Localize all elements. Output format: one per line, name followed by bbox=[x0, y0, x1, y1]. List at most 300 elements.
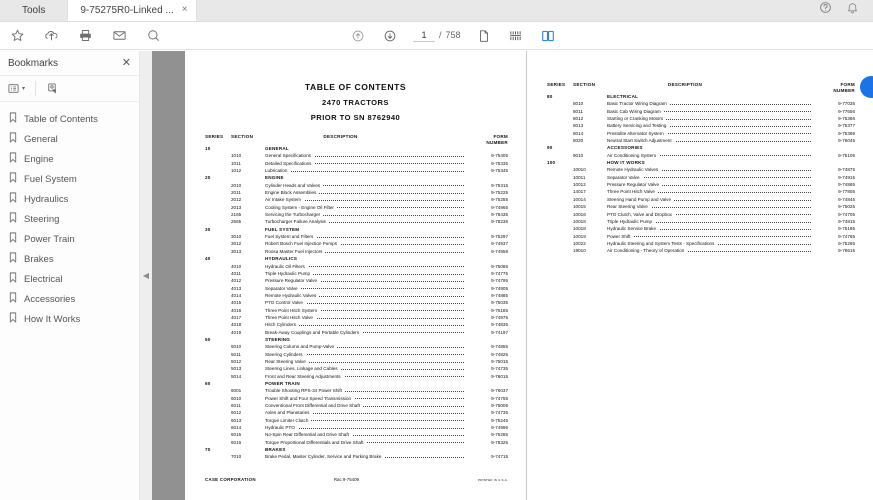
toc-form-number: 9-74825 bbox=[491, 351, 508, 357]
toc-entry-row[interactable] bbox=[205, 359, 508, 366]
toc-entry-row[interactable] bbox=[205, 396, 508, 403]
toc-description bbox=[265, 241, 464, 246]
document-viewer[interactable] bbox=[152, 51, 873, 500]
bookmark-label: Power Train bbox=[24, 233, 75, 245]
bookmark-label: How It Works bbox=[24, 313, 81, 325]
toc-description-text: Separator Valve bbox=[265, 286, 301, 291]
toc-description-text: Pressure Regulator Valve bbox=[607, 182, 662, 187]
toc-section: 4018 bbox=[231, 322, 242, 328]
toc-description bbox=[265, 300, 464, 305]
toc-form-number: 9-77656 bbox=[838, 108, 855, 114]
bookmark-label: Engine bbox=[24, 153, 54, 165]
toc-section: 3013 bbox=[231, 248, 242, 254]
bell-icon[interactable] bbox=[846, 1, 859, 19]
new-bookmark-button[interactable] bbox=[46, 82, 59, 95]
toolbar-page-navigation bbox=[347, 22, 559, 50]
page-number-input[interactable] bbox=[413, 30, 435, 42]
toc-section: 2565 bbox=[231, 219, 242, 225]
toc-entry-row[interactable] bbox=[205, 308, 508, 315]
toc-description-text: Basic Cab Wiring Diagram bbox=[607, 109, 664, 114]
panel-splitter[interactable] bbox=[140, 51, 152, 500]
toc-entry-row[interactable] bbox=[205, 249, 508, 256]
toc-form-number: 9-74705 bbox=[838, 211, 855, 217]
print-button[interactable] bbox=[74, 25, 96, 47]
column-header-section: SECTION bbox=[231, 134, 254, 139]
single-page-view-button[interactable] bbox=[473, 25, 495, 47]
toc-description-text: Three Point Hitch Valve bbox=[607, 189, 658, 194]
toc-entry-row[interactable] bbox=[205, 344, 508, 351]
toc-entry-row[interactable] bbox=[205, 330, 508, 337]
toc-description bbox=[607, 189, 811, 194]
toc-form-number: 9-75399 bbox=[838, 130, 855, 136]
toc-description bbox=[265, 271, 464, 276]
toc-description-text: Remote Hydraulic Valves bbox=[607, 167, 661, 172]
toc-section: 6010 bbox=[231, 395, 242, 401]
toc-section: 10019 bbox=[573, 233, 586, 239]
toc-description-text: Starting or Cranking Motors bbox=[607, 116, 666, 121]
page-separator: / bbox=[439, 30, 442, 40]
toc-description-text: Fuel System and Filters bbox=[265, 234, 316, 239]
tab-tools-label: Tools bbox=[22, 4, 46, 16]
bookmark-label: Electrical bbox=[24, 273, 63, 285]
toc-form-number: 9-74845 bbox=[838, 196, 855, 202]
close-icon[interactable]: ✕ bbox=[121, 56, 131, 69]
toc-description-text: Break-Away Couplings and Portable Cylinders bbox=[265, 330, 362, 335]
toc-description bbox=[265, 293, 464, 298]
toc-description-text: POWER TRAIN bbox=[265, 381, 303, 386]
toc-form-number: 9-74855 bbox=[491, 344, 508, 350]
toc-form-number: 9-77805 bbox=[838, 189, 855, 195]
bookmarks-panel bbox=[0, 51, 140, 500]
tab-document[interactable] bbox=[67, 0, 196, 21]
toc-entry-row[interactable] bbox=[547, 189, 855, 196]
toc-description-text: Basic Tractor Wiring Diagram bbox=[607, 101, 670, 106]
toc-description bbox=[265, 308, 464, 313]
toc-section: 4011 bbox=[231, 270, 241, 276]
toc-series: 80 bbox=[547, 94, 553, 99]
toc-section: 1012 bbox=[231, 168, 242, 174]
toc-entry-row[interactable] bbox=[547, 248, 855, 255]
toc-description-text: General Specifications bbox=[265, 153, 314, 158]
toc-entry-row[interactable] bbox=[205, 183, 508, 190]
toc-group-row bbox=[547, 145, 855, 152]
toc-description bbox=[265, 212, 464, 217]
workspace bbox=[0, 51, 873, 500]
toc-description bbox=[265, 219, 464, 224]
toc-description bbox=[607, 204, 811, 209]
toc-description-text: Air Intake System bbox=[265, 197, 304, 202]
toc-description bbox=[607, 153, 811, 158]
toc-form-number: 9-75035 bbox=[491, 300, 508, 306]
toc-description bbox=[265, 168, 464, 173]
bookmark-item-how-it-works[interactable] bbox=[0, 309, 139, 329]
bookmark-icon bbox=[9, 310, 17, 328]
share-upload-button[interactable] bbox=[40, 25, 62, 47]
tab-document-label: 9-75275R0-Linked ... bbox=[80, 4, 174, 16]
bookmark-item-power-train[interactable] bbox=[0, 229, 139, 249]
toc-section: 6015 bbox=[231, 432, 242, 438]
toc-section: 5012 bbox=[231, 358, 242, 364]
bookmark-icon bbox=[9, 290, 17, 308]
toc-description-text: Rear Steering Valve bbox=[265, 359, 309, 364]
toc-entry-row[interactable] bbox=[547, 212, 855, 219]
column-header-description: DESCRIPTION bbox=[667, 82, 703, 87]
toc-section: 6016 bbox=[231, 439, 242, 445]
toc-section: 10012 bbox=[573, 182, 586, 188]
toc-entry-row[interactable] bbox=[547, 101, 855, 108]
bookmark-item-accessories[interactable] bbox=[0, 289, 139, 309]
bookmark-item-hydraulics[interactable] bbox=[0, 189, 139, 209]
toc-entry-row[interactable] bbox=[547, 109, 855, 116]
toc-description-text: Hydraulic Steering and System Tests - Specifications bbox=[607, 241, 717, 246]
toc-group-row bbox=[205, 227, 508, 234]
bookmark-star-button[interactable] bbox=[6, 25, 28, 47]
toc-series: 40 bbox=[205, 256, 211, 262]
toc-form-number: 9-74996 bbox=[491, 425, 508, 431]
toc-form-number: 9-74715 bbox=[491, 454, 508, 460]
column-header-section: SECTION bbox=[573, 82, 596, 87]
toc-section: 4014 bbox=[231, 292, 242, 298]
bookmark-item-brakes[interactable] bbox=[0, 249, 139, 269]
toc-entry-row[interactable] bbox=[205, 315, 508, 322]
toc-form-number: 9-74755 bbox=[491, 395, 508, 401]
toc-description-text: Hitch Cylinders bbox=[265, 322, 299, 327]
toc-column-headers-left bbox=[185, 134, 526, 146]
toc-entry-row[interactable] bbox=[547, 116, 855, 123]
toc-entry-row[interactable] bbox=[205, 388, 508, 395]
toc-description-text: Power Shift and Four Speed Transmission bbox=[265, 396, 354, 401]
toc-entry-row[interactable] bbox=[547, 182, 855, 189]
toc-form-number: 9-78615 bbox=[838, 248, 855, 254]
toc-form-number: 9-74735 bbox=[491, 366, 508, 372]
toc-entry-row[interactable] bbox=[205, 197, 508, 204]
toc-description-text: Roosa Master Fuel Injectors bbox=[265, 249, 325, 254]
bookmark-item-table-of-contents[interactable] bbox=[0, 109, 139, 129]
toc-form-number: 9-75315 bbox=[491, 182, 508, 188]
toc-entry-row[interactable] bbox=[205, 440, 508, 447]
bookmark-options-button[interactable] bbox=[7, 82, 25, 95]
toc-form-number: 9-74937 bbox=[491, 241, 508, 247]
toc-description-text: STEERING bbox=[265, 337, 293, 342]
toc-series: 70 bbox=[205, 447, 211, 453]
toc-description bbox=[607, 212, 811, 217]
toc-section: 10010 bbox=[573, 167, 586, 173]
toc-section: 2165 bbox=[231, 212, 242, 218]
toc-entry-row[interactable] bbox=[547, 138, 855, 145]
toc-entry-row[interactable] bbox=[205, 425, 508, 432]
bookmarks-toolbar bbox=[0, 76, 139, 102]
toc-form-number: 9-75025 bbox=[838, 204, 855, 210]
toc-entry-row[interactable] bbox=[547, 123, 855, 130]
toc-form-number: 9-77035 bbox=[838, 101, 855, 107]
toc-description-text: Three Point Hitch Valve bbox=[265, 315, 316, 320]
help-circle-icon[interactable] bbox=[819, 1, 832, 19]
toc-description-text: Steering Hand Pump and Valve bbox=[607, 197, 674, 202]
toc-entry-row[interactable] bbox=[205, 278, 508, 285]
toc-entry-row[interactable] bbox=[205, 293, 508, 300]
toc-entry-row[interactable] bbox=[205, 161, 508, 168]
toc-entry-row[interactable] bbox=[205, 322, 508, 329]
toc-description bbox=[607, 160, 811, 165]
toc-entry-row[interactable] bbox=[547, 153, 855, 160]
toc-description bbox=[607, 131, 811, 136]
toc-section: 10011 bbox=[573, 174, 586, 180]
toc-description-text: HOW IT WORKS bbox=[607, 160, 648, 165]
toc-entry-row[interactable] bbox=[205, 153, 508, 160]
toc-entry-row[interactable] bbox=[205, 403, 508, 410]
toc-description bbox=[607, 145, 811, 150]
toc-entry-row[interactable] bbox=[547, 175, 855, 182]
toc-description bbox=[265, 425, 464, 430]
toc-entry-row[interactable] bbox=[205, 300, 508, 307]
toc-description bbox=[265, 175, 464, 180]
toc-form-number: 9-78235 bbox=[491, 219, 508, 225]
toc-entry-row[interactable] bbox=[547, 167, 855, 174]
bookmark-item-general[interactable] bbox=[0, 129, 139, 149]
toc-form-number: 9-74865 bbox=[838, 182, 855, 188]
toc-form-number: 9-76015 bbox=[491, 373, 508, 379]
bookmark-label: Steering bbox=[24, 213, 60, 225]
toc-form-number: 9-74885 bbox=[491, 292, 508, 298]
toc-description bbox=[607, 248, 811, 253]
toc-entry-row[interactable] bbox=[205, 271, 508, 278]
toc-section: 8012 bbox=[573, 116, 584, 122]
bookmark-icon bbox=[9, 170, 17, 188]
toc-entry-row[interactable] bbox=[205, 454, 508, 461]
toc-form-number: 9-76037 bbox=[491, 388, 508, 394]
toc-section: 8020 bbox=[573, 138, 584, 144]
toc-form-number: 9-75195 bbox=[838, 226, 855, 232]
bookmark-icon bbox=[9, 250, 17, 268]
toc-entry-row[interactable] bbox=[205, 219, 508, 226]
toc-entry-row[interactable] bbox=[205, 264, 508, 271]
toc-section: 4013 bbox=[231, 285, 242, 291]
toc-entry-row[interactable] bbox=[205, 241, 508, 248]
toc-section: 4016 bbox=[231, 307, 242, 313]
toc-form-number: 9-75185 bbox=[491, 307, 508, 313]
toc-form-number: 9-74875 bbox=[838, 167, 855, 173]
toc-entry-row[interactable] bbox=[205, 168, 508, 175]
toc-description bbox=[265, 454, 464, 459]
toc-description bbox=[607, 138, 811, 143]
page-indicator bbox=[413, 30, 461, 42]
column-header-series: SERIES bbox=[205, 134, 224, 139]
toc-form-number: 9-74775 bbox=[491, 270, 508, 276]
toc-description-text: Torque Limiter Clutch bbox=[265, 418, 311, 423]
toc-description-text: Air Conditioning - Theory of Operation bbox=[607, 248, 687, 253]
toc-description bbox=[265, 190, 464, 195]
zoom-out-button[interactable] bbox=[142, 25, 164, 47]
bookmark-item-electrical[interactable] bbox=[0, 269, 139, 289]
toc-description-text: BRAKES bbox=[265, 447, 289, 452]
toc-entry-row[interactable] bbox=[205, 205, 508, 212]
column-header-series: SERIES bbox=[547, 82, 566, 87]
toc-description bbox=[265, 352, 464, 357]
toc-section: 6011 bbox=[231, 403, 241, 409]
toc-description bbox=[607, 226, 811, 231]
toc-description-text: Trouble Shooting RPS-34 Power Shift bbox=[265, 388, 345, 393]
toc-form-number: 9-74765 bbox=[838, 233, 855, 239]
toc-description bbox=[607, 182, 811, 187]
toc-form-number: 9-74915 bbox=[838, 174, 855, 180]
toc-entry-row[interactable] bbox=[547, 197, 855, 204]
toc-form-number: 9-76045 bbox=[838, 138, 855, 144]
toc-form-number: 9-74959 bbox=[491, 248, 508, 254]
toc-description bbox=[607, 101, 811, 106]
toc-series: 50 bbox=[205, 336, 211, 342]
tab-bar-actions bbox=[819, 0, 873, 21]
page-total-label: 758 bbox=[445, 30, 461, 40]
toc-description-text: Cooling System - Engine Oil Filter bbox=[265, 205, 337, 210]
bookmark-item-engine[interactable] bbox=[0, 149, 139, 169]
toc-description bbox=[265, 403, 464, 408]
bookmark-label: Table of Contents bbox=[24, 113, 98, 125]
toc-description-text: GENERAL bbox=[265, 146, 292, 151]
toc-description bbox=[607, 109, 811, 114]
toc-description-text: Front and Rear Steering Adjustments bbox=[265, 374, 344, 379]
toc-entry-row[interactable] bbox=[547, 234, 855, 241]
arrow-up-circle-icon[interactable] bbox=[347, 25, 369, 47]
arrow-down-circle-icon[interactable] bbox=[379, 25, 401, 47]
toc-entry-row[interactable] bbox=[205, 374, 508, 381]
toc-description bbox=[265, 396, 464, 401]
toc-entry-row[interactable] bbox=[205, 212, 508, 219]
toc-form-number: 9-74795 bbox=[491, 278, 508, 284]
toc-section: 8014 bbox=[573, 130, 584, 136]
toc-series: 20 bbox=[205, 175, 211, 181]
toc-series: 60 bbox=[205, 381, 211, 386]
toc-description bbox=[265, 440, 464, 445]
toc-form-number: 9-75377 bbox=[838, 123, 855, 129]
toc-column-headers-right bbox=[527, 82, 873, 94]
toc-description bbox=[265, 344, 464, 349]
tab-tools[interactable] bbox=[0, 0, 67, 21]
toc-description bbox=[265, 388, 464, 393]
toc-section: 4019 bbox=[231, 329, 242, 335]
toc-description-text: Detailed Specifications bbox=[265, 161, 314, 166]
close-icon[interactable]: × bbox=[181, 4, 188, 15]
toc-description-text: Steering Cylinders bbox=[265, 352, 306, 357]
page-footer-left bbox=[205, 477, 508, 482]
toc-section: 4012 bbox=[231, 278, 242, 284]
toc-description-text: HYDRAULICS bbox=[265, 256, 300, 261]
toc-form-number: 9-75265 bbox=[838, 240, 855, 246]
toc-form-number: 9-75297 bbox=[491, 234, 508, 240]
bookmark-icon bbox=[9, 230, 17, 248]
toc-description bbox=[265, 197, 464, 202]
toc-entry-row[interactable] bbox=[547, 204, 855, 211]
toc-description bbox=[265, 249, 464, 254]
toc-entry-row[interactable] bbox=[205, 286, 508, 293]
toc-description-text: Cylinder Heads and Valves bbox=[265, 183, 323, 188]
toc-entry-row[interactable] bbox=[205, 234, 508, 241]
bookmark-label: Fuel System bbox=[24, 173, 77, 185]
toc-entry-row[interactable] bbox=[205, 418, 508, 425]
toc-description bbox=[607, 116, 811, 121]
toc-group-row bbox=[547, 160, 855, 167]
toc-section: 8013 bbox=[573, 123, 584, 129]
toc-description bbox=[607, 197, 811, 202]
collapse-panel-icon[interactable]: ◀ bbox=[142, 270, 150, 280]
toc-entry-row[interactable] bbox=[205, 366, 508, 373]
toc-form-number: 9-75225 bbox=[491, 190, 508, 196]
toc-section: 10018 bbox=[573, 226, 586, 232]
toc-form-number: 9-75105 bbox=[838, 152, 855, 158]
toc-description bbox=[265, 286, 464, 291]
toc-description-text: FUEL SYSTEM bbox=[265, 227, 302, 232]
bookmark-icon bbox=[9, 130, 17, 148]
toc-entry-row[interactable] bbox=[205, 352, 508, 359]
toc-section: 10015 bbox=[573, 204, 586, 210]
toc-description-text: ELECTRICAL bbox=[607, 94, 641, 99]
toc-entry-row[interactable] bbox=[547, 226, 855, 233]
toc-description-text: Torque Proportional Differentials and Drive Shaft bbox=[265, 440, 366, 445]
toc-section: 2013 bbox=[231, 204, 242, 210]
toc-entry-row[interactable] bbox=[547, 131, 855, 138]
toc-description bbox=[265, 322, 464, 327]
toc-description-text: Servicing the Turbocharger bbox=[265, 212, 323, 217]
toc-section: 4015 bbox=[231, 300, 242, 306]
toc-description bbox=[265, 359, 464, 364]
bookmark-item-steering[interactable] bbox=[0, 209, 139, 229]
toc-description bbox=[265, 234, 464, 239]
toc-description-text: Lubrication bbox=[265, 168, 290, 173]
toc-description bbox=[265, 161, 464, 166]
column-header-form: FORM NUMBER bbox=[833, 82, 855, 94]
toc-section: 2010 bbox=[231, 182, 242, 188]
bookmarks-list bbox=[0, 102, 139, 329]
toc-entry-row[interactable] bbox=[547, 241, 855, 248]
toolbar-left-actions bbox=[0, 25, 164, 47]
toc-description bbox=[265, 330, 464, 335]
document-page-right bbox=[526, 51, 873, 500]
toc-section: 2012 bbox=[231, 197, 242, 203]
toc-description bbox=[265, 183, 464, 188]
toc-entry-row[interactable] bbox=[547, 219, 855, 226]
bookmark-icon bbox=[9, 270, 17, 288]
toc-section: 1011 bbox=[231, 160, 241, 166]
toc-description-text: Conventional Front Differential and Drive Shaft bbox=[265, 403, 363, 408]
toc-section: 5010 bbox=[231, 344, 242, 350]
toc-group-row bbox=[205, 146, 508, 153]
toc-section: 14017 bbox=[573, 189, 586, 195]
toc-section: 2011 bbox=[231, 190, 241, 196]
toc-section: 10018 bbox=[573, 218, 586, 224]
bookmark-label: Hydraulics bbox=[24, 193, 69, 205]
scrolling-view-button[interactable] bbox=[505, 25, 527, 47]
toc-section: 9010 bbox=[573, 152, 584, 158]
toc-description bbox=[265, 432, 464, 437]
toc-entry-row[interactable] bbox=[205, 410, 508, 417]
main-toolbar bbox=[0, 22, 873, 50]
bookmark-item-fuel-system[interactable] bbox=[0, 169, 139, 189]
toc-series: 30 bbox=[205, 226, 211, 232]
document-page-left bbox=[185, 51, 526, 500]
toc-description bbox=[265, 205, 464, 210]
toc-entry-row[interactable] bbox=[205, 190, 508, 197]
two-page-view-button[interactable] bbox=[537, 25, 559, 47]
toc-description-text: Three Point Hitch System bbox=[265, 308, 320, 313]
document-serial-note: PRIOR TO SN 8762940 bbox=[310, 113, 401, 122]
toc-description bbox=[265, 337, 464, 342]
toc-entry-row[interactable] bbox=[205, 432, 508, 439]
bookmarks-title: Bookmarks bbox=[8, 57, 59, 69]
toc-form-number: 9-75245 bbox=[491, 417, 508, 423]
toc-form-number: 9-75065 bbox=[491, 263, 508, 269]
email-button[interactable] bbox=[108, 25, 130, 47]
toc-section: 3012 bbox=[231, 241, 242, 247]
toc-group-row bbox=[547, 94, 855, 101]
